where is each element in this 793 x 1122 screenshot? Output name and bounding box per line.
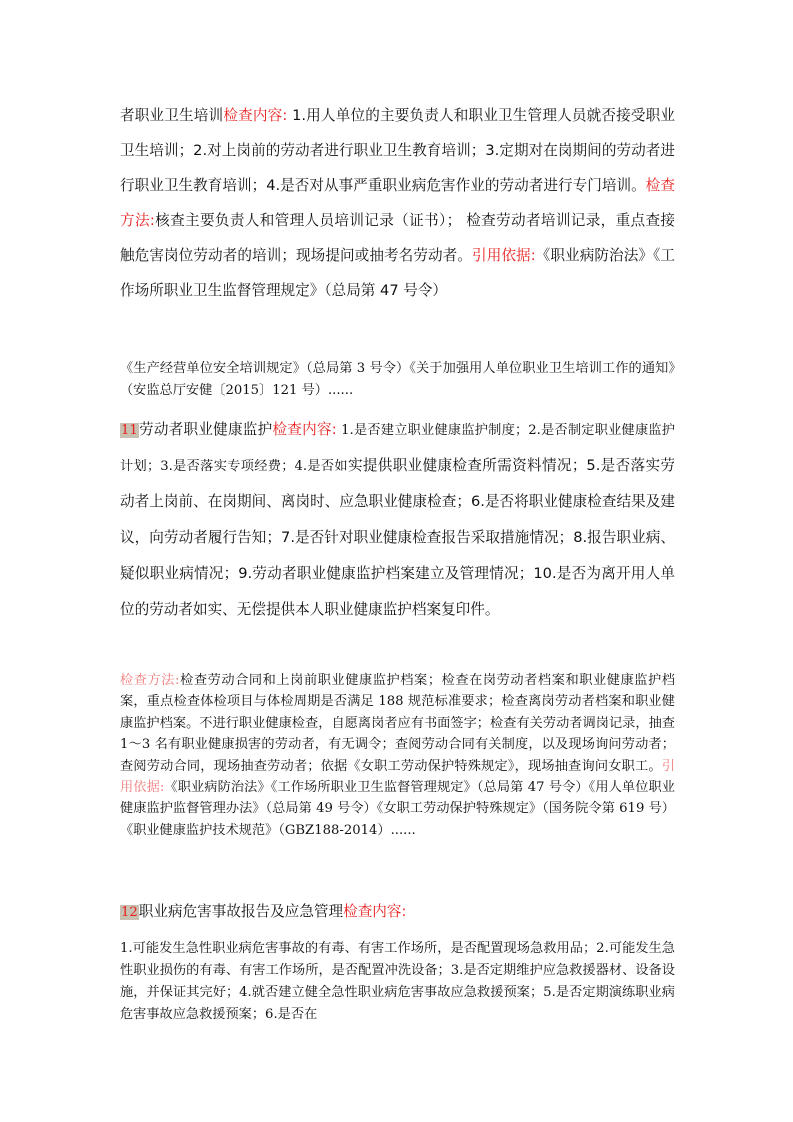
- training-basis-main: 《职业病防治法》《工作场所职业卫生监督管理规定》（总局第 47 号令）: [120, 247, 675, 299]
- content-label: 检查内容:: [272, 421, 337, 438]
- accident-heading: [120, 894, 675, 930]
- health-content-sans: 实提供职业健康检查所需资料情况；5.是否落实劳动者上岗前、在岗期间、离岗时、应急职业健康检查；6.是否将职业健康检查结果及建议，向劳动者履行告知；7.是否针对职业健康检查报告采取措施情况；8.报告职业病、疑似职业病情况；9.劳动者职业健康监护档案建立及管理情况；10.是否为离开用人单位的劳动者如实、无偿提供本人职业健康监护档案复印件。: [120, 457, 675, 618]
- health-basis: 《职业病防治法》《工作场所职业卫生监督管理规定》（总局第 47 号令）《用人单位职业健康监护监督管理办法》（总局第 49 号令）《女职工劳动保护特殊规定》（国务院令第 619 号）《职业健康监护技术规范》（GBZ188-2014）......: [120, 780, 675, 838]
- section-title: 职业病危害事故报告及应急管理: [138, 903, 344, 920]
- training-method: 核查主要负责人和管理人员培训记录（证书）； 检查劳动者培训记录，重点查接触危害岗位劳动者的培训；现场提问或抽考名劳动者。: [120, 212, 675, 264]
- section-number-11: 11: [121, 423, 138, 438]
- training-content: 1.用人单位的主要负责人和职业卫生管理人员就否接受职业卫生培训；2.对上岗前的劳动者进行职业卫生教育培训；3.定期对在岗期间的劳动者进行职业卫生教育培训；4.是否对从事严重职业病危害作业的劳动者进行专门培训。: [120, 107, 675, 194]
- content-label: 检查内容:: [223, 107, 288, 124]
- basis-label: 引用依据:: [120, 758, 675, 796]
- content-label: 检查内容:: [343, 903, 407, 920]
- training-basis-serif: 《生产经营单位安全培训规定》（总局第 3 号令）《关于加强用人单位职业卫生培训工作的通知》（安监总厅安健〔2015〕121 号）......: [120, 361, 675, 398]
- health-monitoring-heading: [120, 412, 675, 628]
- training-prefix: 者职业卫生培训: [120, 107, 224, 124]
- section-title: 劳动者职业健康监护: [138, 421, 273, 438]
- basis-label: 引用依据:: [472, 247, 536, 264]
- health-content-serif: 1.是否建立职业健康监护制度；2.是否制定职业健康监护计划；3.是否落实专项经费；4.是否如: [120, 423, 675, 474]
- health-method-section: [120, 670, 675, 841]
- accident-content: [120, 938, 675, 1026]
- section-number-12: 12: [121, 905, 138, 920]
- method-label: 检查方法:: [120, 673, 180, 688]
- training-basis-continued: [120, 358, 675, 402]
- training-section: [120, 98, 675, 308]
- health-method: 检查劳动合同和上岗前职业健康监护档案；检查在岗劳动者档案和职业健康监护档案，重点检查体检项目与体检周期是否满足 188 规范标准要求；检查离岗劳动者档案和职业健康监护档案。不进行职业健康检查，自愿离岗者应有书面签字；检查有关劳动者调岗记录，抽查 1～3 名有职业健康损害的劳动者，有无调令；查阅劳动合同有关制度，以及现场询问劳动者；查阅劳动合同，现场抽查劳动者；依据《女职工劳动保护特殊规定》，现场抽查询问女职工。: [120, 673, 675, 774]
- accident-content-text: 1.可能发生急性职业病危害事故的有毒、有害工作场所，是否配置现场急救用品；2.可能发生急性职业损伤的有毒、有害工作场所，是否配置冲洗设备；3.是否定期维护应急救援器材、设备设施，并保证其完好；4.就否建立健全急性职业病危害事故应急救援预案；5.是否定期演练职业病危害事故应急救援预案；6.是否在: [120, 941, 675, 1022]
- method-label: 检查方法:: [120, 177, 675, 229]
